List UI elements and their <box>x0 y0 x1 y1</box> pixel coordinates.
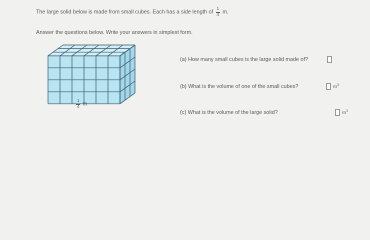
answer-b-unit <box>333 83 339 90</box>
fraction-numerator: 1 <box>216 6 220 11</box>
problem-statement <box>36 7 229 17</box>
cube-solid-figure <box>46 43 152 113</box>
edge-fraction-denominator: 4 <box>77 103 80 109</box>
answer-b-unit-base: m <box>333 85 337 90</box>
question-c <box>180 110 278 116</box>
cube-grid <box>48 45 135 104</box>
fraction-denominator: 4 <box>216 11 220 17</box>
question-a-label: (a) <box>180 57 187 63</box>
answer-c-unit <box>342 109 348 116</box>
directions-text: Answer the questions below. Write your answers in simplest form. <box>36 30 193 36</box>
question-c-label: (c) <box>180 110 187 116</box>
edge-unit: m <box>82 101 88 108</box>
question-a-text: How many small cubes is the large solid made of? <box>188 57 308 63</box>
answer-c-unit-exponent: 3 <box>346 109 348 113</box>
answer-a-input[interactable] <box>327 56 332 63</box>
question-b-text: What is the volume of one of the small cubes? <box>188 84 299 90</box>
question-a <box>180 57 308 63</box>
answer-c-input[interactable] <box>335 109 340 116</box>
statement-text: The large solid below is made from small cubes. Each has a side length of <box>36 9 214 16</box>
edge-length-label <box>75 99 87 109</box>
answer-c-unit-base: m <box>342 111 346 116</box>
question-c-text: What is the volume of the large solid? <box>187 110 278 116</box>
question-b-label: (b) <box>180 84 187 90</box>
edge-fraction <box>76 99 80 109</box>
answer-b-unit-exponent: 3 <box>337 83 339 87</box>
edge-fraction-numerator: 1 <box>77 98 80 103</box>
side-length-fraction <box>216 7 220 17</box>
side-length-unit: m. <box>222 9 229 16</box>
question-b <box>180 84 298 90</box>
answer-b-input[interactable] <box>326 83 331 90</box>
